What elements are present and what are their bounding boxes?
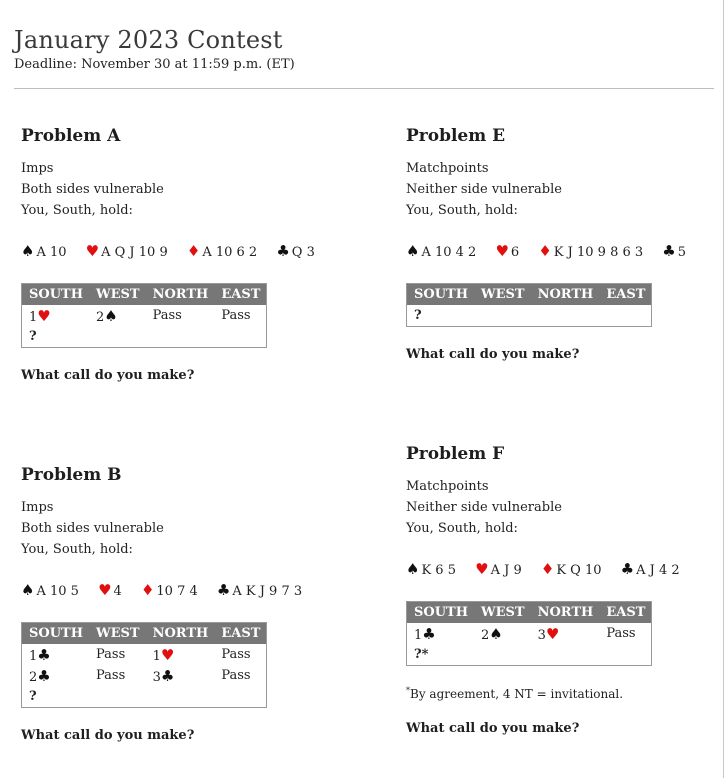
clubs-holding: Q 3 [291, 245, 315, 260]
heart-icon: ♥ [98, 581, 112, 599]
scrollbar-edge [723, 0, 724, 778]
header-north: NORTH [146, 623, 215, 645]
question-prompt: What call do you make? [406, 347, 580, 362]
header-north: NORTH [531, 284, 600, 306]
clubs-holding: A K J 9 7 3 [232, 584, 303, 599]
auction-row [22, 326, 267, 348]
problem-e [406, 126, 706, 362]
scoring: Matchpoints [406, 479, 489, 494]
header-north: NORTH [531, 602, 600, 624]
spade-icon: ♠ [21, 242, 35, 260]
problem-title: Problem F [406, 444, 505, 464]
call: Pass [221, 668, 251, 683]
footnote-text: By agreement, 4 NT = invitational. [410, 687, 624, 701]
auction-row [22, 644, 267, 665]
header-south: SOUTH [22, 623, 90, 645]
question-prompt: What call do you make? [21, 368, 195, 383]
club-icon: ♣ [216, 581, 231, 599]
diamond-icon: ♦ [140, 581, 155, 599]
call: 2♠ [481, 624, 503, 643]
hearts-holding: 6 [510, 245, 520, 260]
scoring: Matchpoints [406, 161, 489, 176]
vulnerability: Neither side vulnerable [406, 182, 562, 197]
hearts-holding: A J 9 [490, 563, 522, 578]
hand [406, 559, 706, 579]
question-prompt: What call do you make? [406, 721, 580, 736]
heart-icon: ♥ [160, 645, 175, 664]
spades-holding: A 10 4 2 [421, 245, 477, 260]
call: 1♣ [414, 624, 436, 643]
hold-label: You, South, hold: [406, 203, 518, 218]
vulnerability: Both sides vulnerable [21, 182, 164, 197]
auction-table [406, 283, 652, 327]
auction-row [407, 623, 652, 644]
diamond-icon: ♦ [186, 242, 201, 260]
hold-label: You, South, hold: [21, 203, 133, 218]
footnote-mark: * [406, 686, 410, 695]
problem-title: Problem B [21, 465, 122, 485]
page-title: January 2023 Contest [14, 26, 283, 55]
header-west: WEST [89, 623, 146, 645]
spades-holding: A 10 [36, 245, 67, 260]
call: Pass [96, 668, 126, 683]
problem-title: Problem A [21, 126, 121, 146]
diamonds-holding: K Q 10 [556, 563, 602, 578]
spade-icon: ♠ [489, 624, 503, 643]
hand [21, 241, 321, 261]
diamond-icon: ♦ [538, 242, 552, 260]
header-south: SOUTH [407, 284, 475, 306]
call: Pass [606, 626, 636, 641]
auction-row [22, 305, 267, 326]
problem-title: Problem E [406, 126, 506, 146]
auction-table [406, 601, 652, 666]
header-east: EAST [599, 284, 652, 306]
auction-table [21, 622, 267, 708]
hand [21, 580, 321, 600]
question-mark: ? [29, 329, 37, 344]
hearts-holding: A Q J 10 9 [101, 245, 168, 260]
clubs-holding: A J 4 2 [636, 563, 680, 578]
divider [14, 88, 714, 89]
club-icon: ♣ [160, 666, 175, 685]
heart-icon: ♥ [37, 306, 51, 325]
header-east: EAST [214, 284, 267, 306]
question-mark: ? [29, 689, 37, 704]
hold-label: You, South, hold: [406, 521, 518, 536]
heart-icon: ♥ [475, 560, 489, 578]
call: 3♣ [152, 666, 175, 685]
auction-row [407, 305, 652, 327]
header-east: EAST [214, 623, 267, 645]
header-east: EAST [599, 602, 652, 624]
vulnerability: Neither side vulnerable [406, 500, 562, 515]
call: Pass [221, 647, 251, 662]
call: 1♥ [29, 306, 51, 325]
spade-icon: ♠ [104, 306, 118, 325]
club-icon: ♣ [276, 242, 290, 260]
header-west: WEST [474, 602, 531, 624]
deadline: Deadline: November 30 at 11:59 p.m. (ET) [14, 57, 295, 72]
heart-icon: ♥ [85, 242, 100, 260]
header-north: NORTH [146, 284, 215, 306]
header-south: SOUTH [407, 602, 475, 624]
call: 3♥ [537, 624, 560, 643]
club-icon: ♣ [620, 560, 635, 578]
diamonds-holding: 10 7 4 [156, 584, 198, 599]
club-icon: ♣ [662, 242, 676, 260]
problem-f [406, 444, 706, 736]
auction-row [407, 644, 652, 666]
call: Pass [96, 647, 126, 662]
vulnerability: Both sides vulnerable [21, 521, 164, 536]
diamonds-holding: A 10 6 2 [202, 245, 258, 260]
hand [406, 241, 706, 261]
spades-holding: A 10 5 [36, 584, 79, 599]
heart-icon: ♥ [545, 624, 560, 643]
problem-b [21, 465, 321, 743]
scoring: Imps [21, 161, 54, 176]
footnote [406, 686, 706, 701]
spades-holding: K 6 5 [421, 563, 456, 578]
spade-icon: ♠ [406, 560, 420, 578]
question-prompt: What call do you make? [21, 728, 195, 743]
question-mark: ?* [414, 647, 429, 662]
club-icon: ♣ [37, 645, 51, 664]
header-west: WEST [89, 284, 146, 306]
spade-icon: ♠ [21, 581, 35, 599]
auction-table [21, 283, 267, 348]
scoring: Imps [21, 500, 54, 515]
header-west: WEST [474, 284, 531, 306]
call: 1♥ [152, 645, 175, 664]
club-icon: ♣ [422, 624, 436, 643]
auction-row [22, 686, 267, 708]
auction-row [22, 665, 267, 686]
question-mark: ? [414, 308, 422, 323]
club-icon: ♣ [37, 666, 51, 685]
diamond-icon: ♦ [540, 560, 555, 578]
call: 2♠ [96, 306, 118, 325]
clubs-holding: 5 [677, 245, 687, 260]
header-south: SOUTH [22, 284, 90, 306]
heart-icon: ♥ [495, 242, 509, 260]
call: Pass [152, 308, 182, 323]
hearts-holding: 4 [113, 584, 122, 599]
spade-icon: ♠ [406, 242, 420, 260]
call: 1♣ [29, 645, 51, 664]
hold-label: You, South, hold: [21, 542, 133, 557]
diamonds-holding: K J 10 9 8 6 3 [553, 245, 644, 260]
call: Pass [221, 308, 251, 323]
problem-a [21, 126, 321, 383]
call: 2♣ [29, 666, 51, 685]
